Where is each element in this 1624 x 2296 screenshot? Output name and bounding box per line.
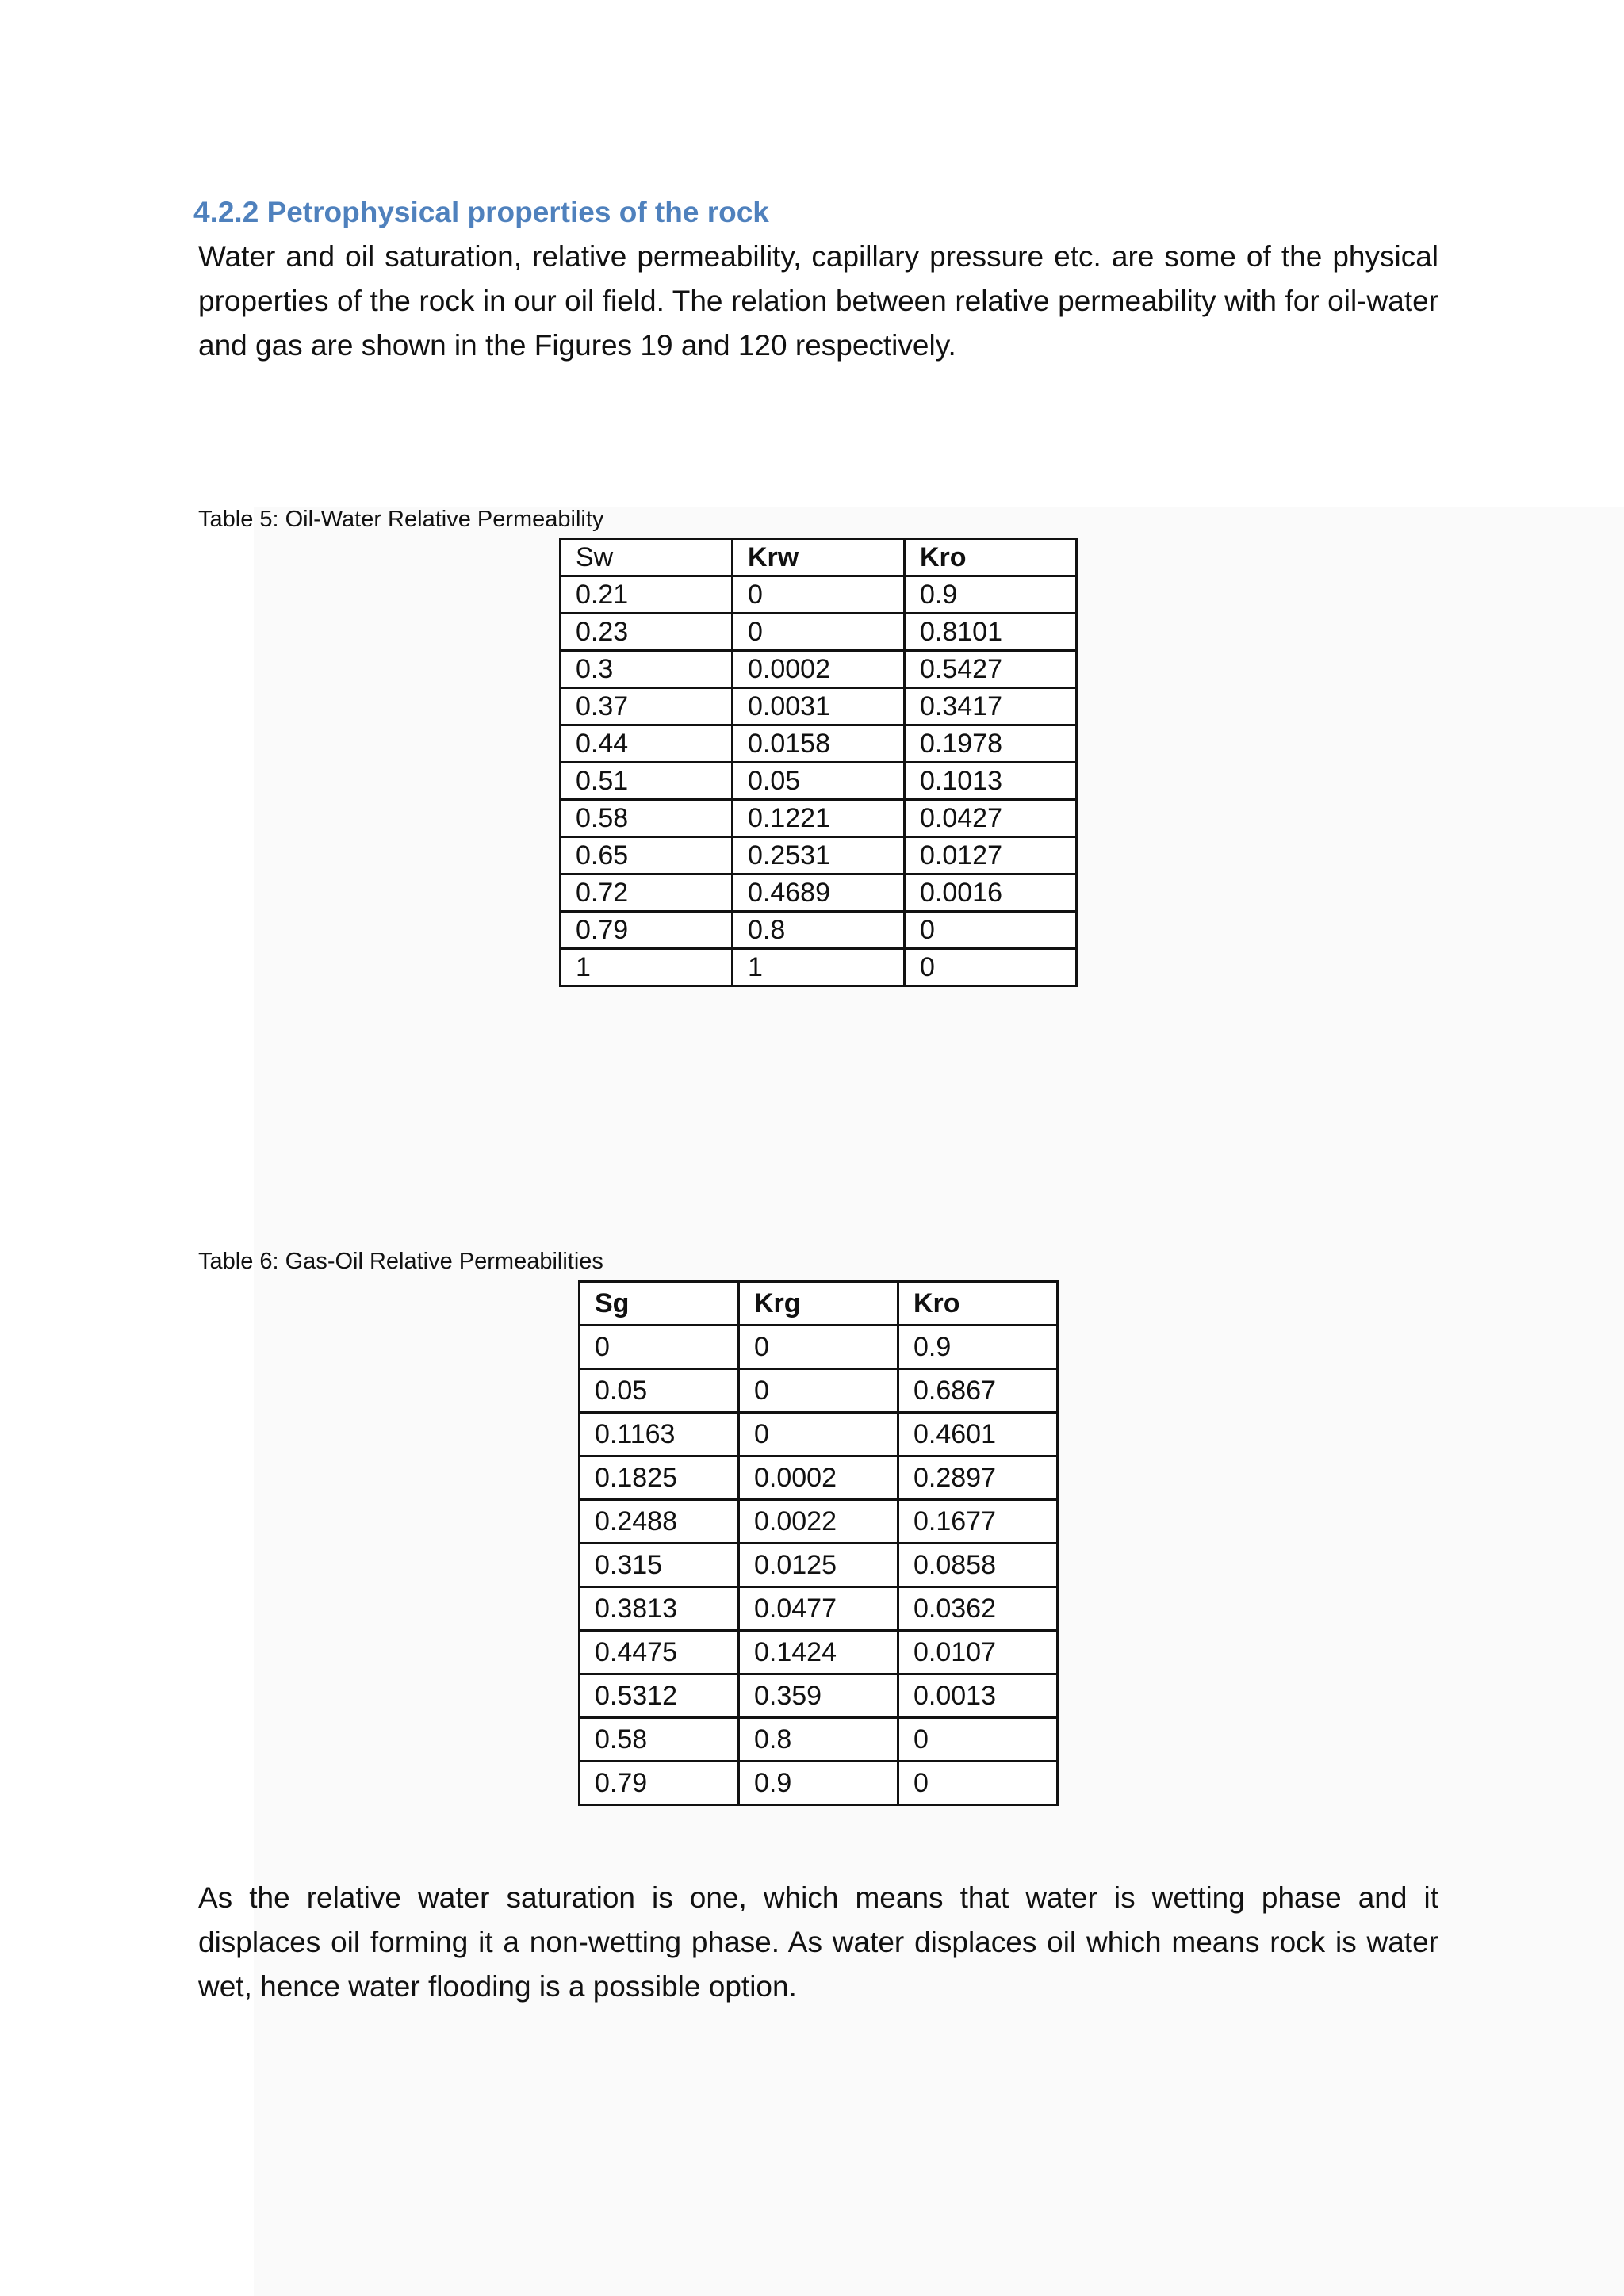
table-cell: 0.0158 xyxy=(733,725,905,763)
section-heading: 4.2.2 Petrophysical properties of the rock xyxy=(193,196,769,228)
table-row xyxy=(580,1413,1058,1456)
table-cell: 0.8 xyxy=(733,912,905,949)
table-cell: 0.4601 xyxy=(898,1413,1058,1456)
table-cell: 0 xyxy=(733,614,905,651)
table-row xyxy=(580,1369,1058,1413)
table-row xyxy=(580,1326,1058,1369)
table-cell: 0 xyxy=(898,1718,1058,1762)
column-header-krg: Krg xyxy=(739,1282,898,1326)
table-cell: 0.2531 xyxy=(733,837,905,874)
table-row xyxy=(580,1500,1058,1544)
table-cell: 0.0107 xyxy=(898,1631,1058,1674)
table-cell: 0.0002 xyxy=(739,1456,898,1500)
column-header-kro: Kro xyxy=(905,539,1077,576)
table-cell: 0.37 xyxy=(561,688,733,725)
table-header-row xyxy=(580,1282,1058,1326)
table-cell: 0.5312 xyxy=(580,1674,739,1718)
table-cell: 0 xyxy=(898,1762,1058,1805)
column-header-kro: Kro xyxy=(898,1282,1058,1326)
table-row xyxy=(561,912,1077,949)
table-cell: 0.0013 xyxy=(898,1674,1058,1718)
table-cell: 0.0002 xyxy=(733,651,905,688)
table-cell: 0.0127 xyxy=(905,837,1077,874)
table-cell: 0.1424 xyxy=(739,1631,898,1674)
table-cell: 0.0858 xyxy=(898,1544,1058,1587)
table-row xyxy=(561,651,1077,688)
table-cell: 0 xyxy=(739,1326,898,1369)
table-cell: 0.58 xyxy=(580,1718,739,1762)
table-cell: 0.72 xyxy=(561,874,733,912)
table-row xyxy=(561,763,1077,800)
conclusion-paragraph: As the relative water saturation is one, which means that water is wetting phase and it displaces oil forming it a non-wetting phase. As water displaces oil which means rock is water wet, hence water flooding is a possible option. xyxy=(198,1881,1438,2003)
table-cell: 0.58 xyxy=(561,800,733,837)
table-cell: 0.9 xyxy=(898,1326,1058,1369)
table-cell: 0.3813 xyxy=(580,1587,739,1631)
table-cell: 0.44 xyxy=(561,725,733,763)
table-cell: 1 xyxy=(733,949,905,986)
table-cell: 0 xyxy=(905,949,1077,986)
table-cell: 0.315 xyxy=(580,1544,739,1587)
table-cell: 0 xyxy=(739,1369,898,1413)
table-cell: 0.3417 xyxy=(905,688,1077,725)
table-cell: 0.5427 xyxy=(905,651,1077,688)
table-row xyxy=(580,1718,1058,1762)
table-cell: 0.1163 xyxy=(580,1413,739,1456)
table-cell: 0.3 xyxy=(561,651,733,688)
table-cell: 0.9 xyxy=(905,576,1077,614)
table-cell: 0.0427 xyxy=(905,800,1077,837)
table6-body xyxy=(580,1326,1058,1805)
table-row xyxy=(580,1544,1058,1587)
table-row xyxy=(580,1587,1058,1631)
table-cell: 0 xyxy=(905,912,1077,949)
table-row xyxy=(580,1674,1058,1718)
table-row xyxy=(580,1631,1058,1674)
table-row xyxy=(561,949,1077,986)
table-cell: 0.65 xyxy=(561,837,733,874)
table6-caption: Table 6: Gas-Oil Relative Permeabilities xyxy=(198,1249,603,1274)
table-cell: 0.0031 xyxy=(733,688,905,725)
table-row xyxy=(561,837,1077,874)
table-row xyxy=(561,688,1077,725)
table-row xyxy=(561,576,1077,614)
table-cell: 0.21 xyxy=(561,576,733,614)
oil-water-permeability-table xyxy=(559,538,1078,987)
table-cell: 0.05 xyxy=(580,1369,739,1413)
table5-caption: Table 5: Oil-Water Relative Permeability xyxy=(198,507,604,532)
table-cell: 0.0125 xyxy=(739,1544,898,1587)
table-cell: 0.6867 xyxy=(898,1369,1058,1413)
table-cell: 0.2897 xyxy=(898,1456,1058,1500)
intro-paragraph: Water and oil saturation, relative permeability, capillary pressure etc. are some of the physical properties of the rock in our oil field. The relation between relative permeability with for oil-water and gas are shown in the Figures 19 and 120 respectively. xyxy=(198,240,1438,362)
table-cell: 0.0016 xyxy=(905,874,1077,912)
table-cell: 0.1677 xyxy=(898,1500,1058,1544)
table-cell: 0.4689 xyxy=(733,874,905,912)
table-row xyxy=(561,725,1077,763)
table-cell: 0.23 xyxy=(561,614,733,651)
table-row xyxy=(561,800,1077,837)
table-cell: 0.2488 xyxy=(580,1500,739,1544)
table-cell: 0.1978 xyxy=(905,725,1077,763)
table-cell: 0.51 xyxy=(561,763,733,800)
table5-body xyxy=(561,576,1077,986)
table-cell: 0.05 xyxy=(733,763,905,800)
table-cell: 0 xyxy=(739,1413,898,1456)
table-cell: 0.8 xyxy=(739,1718,898,1762)
gas-oil-permeability-table xyxy=(578,1280,1059,1806)
table-cell: 0.0022 xyxy=(739,1500,898,1544)
table-cell: 0 xyxy=(580,1326,739,1369)
column-header-sg: Sg xyxy=(580,1282,739,1326)
table-row xyxy=(561,614,1077,651)
table-row xyxy=(580,1456,1058,1500)
column-header-sw: Sw xyxy=(561,539,733,576)
table-cell: 0.359 xyxy=(739,1674,898,1718)
table-cell: 0.1825 xyxy=(580,1456,739,1500)
table-cell: 0.4475 xyxy=(580,1631,739,1674)
table-row xyxy=(561,874,1077,912)
table-cell: 0 xyxy=(733,576,905,614)
table-cell: 0.8101 xyxy=(905,614,1077,651)
table-row xyxy=(580,1762,1058,1805)
table-cell: 0.0477 xyxy=(739,1587,898,1631)
table-cell: 0.9 xyxy=(739,1762,898,1805)
table-cell: 0.0362 xyxy=(898,1587,1058,1631)
table-cell: 0.79 xyxy=(561,912,733,949)
table-cell: 0.1013 xyxy=(905,763,1077,800)
table-cell: 0.79 xyxy=(580,1762,739,1805)
table-header-row xyxy=(561,539,1077,576)
table-cell: 0.1221 xyxy=(733,800,905,837)
column-header-krw: Krw xyxy=(733,539,905,576)
table-cell: 1 xyxy=(561,949,733,986)
